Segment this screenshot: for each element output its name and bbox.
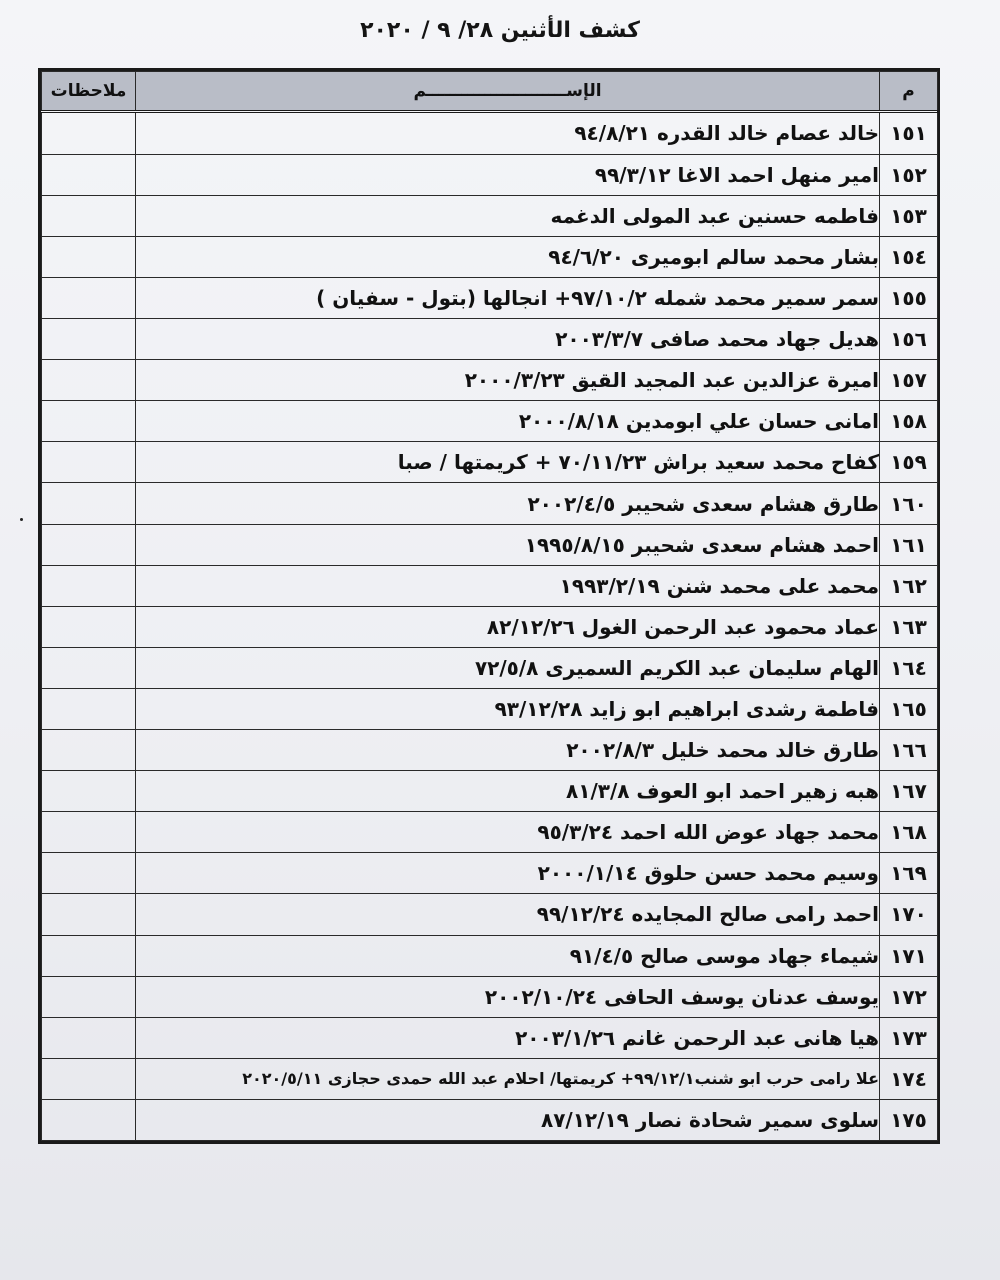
row-notes [42, 1017, 136, 1058]
table-row [42, 112, 938, 155]
row-name: محمد جهاد عوض الله احمد ٩٥/٣/٢٤ [136, 812, 880, 853]
row-number: ١٦٦ [880, 730, 938, 771]
row-number: ١٧٣ [880, 1017, 938, 1058]
row-notes [42, 606, 136, 647]
table-row [42, 1017, 938, 1058]
row-notes [42, 1099, 136, 1140]
row-name: وسيم محمد حسن حلوق ٢٠٠٠/١/١٤ [136, 853, 880, 894]
table-row [42, 524, 938, 565]
row-number: ١٧٤ [880, 1058, 938, 1099]
table-row [42, 606, 938, 647]
row-notes [42, 112, 136, 155]
row-notes [42, 853, 136, 894]
table-header-row [42, 72, 938, 112]
row-number: ١٦١ [880, 524, 938, 565]
table-row [42, 771, 938, 812]
row-notes [42, 976, 136, 1017]
row-notes [42, 524, 136, 565]
row-name: سلوى سمير شحادة نصار ٨٧/١٢/١٩ [136, 1099, 880, 1140]
row-notes [42, 688, 136, 729]
row-notes [42, 812, 136, 853]
table-row [42, 688, 938, 729]
row-number: ١٦٤ [880, 647, 938, 688]
table-row [42, 195, 938, 236]
row-name: عماد محمود عبد الرحمن الغول ٨٢/١٢/٢٦ [136, 606, 880, 647]
row-name: امانى حسان علي ابومدين ٢٠٠٠/٨/١٨ [136, 401, 880, 442]
table-row [42, 154, 938, 195]
row-number: ١٥٢ [880, 154, 938, 195]
row-number: ١٥٤ [880, 236, 938, 277]
row-name: شيماء جهاد موسى صالح ٩١/٤/٥ [136, 935, 880, 976]
row-number: ١٥٧ [880, 360, 938, 401]
row-number: ١٥٦ [880, 319, 938, 360]
row-name: هديل جهاد محمد صافى ٢٠٠٣/٣/٧ [136, 319, 880, 360]
row-number: ١٦٠ [880, 483, 938, 524]
table-row [42, 812, 938, 853]
table-row [42, 894, 938, 935]
row-name: هبه زهير احمد ابو العوف ٨١/٣/٨ [136, 771, 880, 812]
table-body [42, 112, 938, 1141]
row-name: احمد هشام سعدى شحيبر ١٩٩٥/٨/١٥ [136, 524, 880, 565]
row-number: ١٥١ [880, 112, 938, 155]
row-number: ١٥٨ [880, 401, 938, 442]
page-title: كشف الأثنين ٢٨/ ٩ / ٢٠٢٠ [360, 18, 640, 43]
row-notes [42, 401, 136, 442]
row-notes [42, 935, 136, 976]
row-notes [42, 195, 136, 236]
roster-table-frame [38, 68, 940, 1144]
table-row [42, 730, 938, 771]
row-notes [42, 442, 136, 483]
row-notes [42, 647, 136, 688]
row-number: ١٦٨ [880, 812, 938, 853]
row-name: فاطمة رشدى ابراهيم ابو زايد ٩٣/١٢/٢٨ [136, 688, 880, 729]
row-number: ١٦٩ [880, 853, 938, 894]
row-name: خالد عصام خالد القدره ٩٤/٨/٢١ [136, 112, 880, 155]
table-row [42, 360, 938, 401]
row-name: الهام سليمان عبد الكريم السميرى ٧٢/٥/٨ [136, 647, 880, 688]
column-header-number: م [880, 72, 938, 112]
table-row [42, 1058, 938, 1099]
row-number: ١٧١ [880, 935, 938, 976]
row-number: ١٥٥ [880, 278, 938, 319]
row-notes [42, 730, 136, 771]
table-row [42, 483, 938, 524]
row-notes [42, 278, 136, 319]
row-notes [42, 894, 136, 935]
column-header-notes: ملاحظات [42, 72, 136, 112]
table-row [42, 236, 938, 277]
row-number: ١٦٢ [880, 565, 938, 606]
table-row [42, 565, 938, 606]
row-notes [42, 771, 136, 812]
table-row [42, 278, 938, 319]
row-number: ١٧٢ [880, 976, 938, 1017]
row-name: هيا هانى عبد الرحمن غانم ٢٠٠٣/١/٢٦ [136, 1017, 880, 1058]
row-number: ١٧٥ [880, 1099, 938, 1140]
row-number: ١٥٩ [880, 442, 938, 483]
row-notes [42, 360, 136, 401]
table-row [42, 976, 938, 1017]
row-name: طارق خالد محمد خليل ٢٠٠٢/٨/٣ [136, 730, 880, 771]
row-number: ١٧٠ [880, 894, 938, 935]
row-notes [42, 319, 136, 360]
row-notes [42, 565, 136, 606]
table-row [42, 401, 938, 442]
row-name: سمر سمير محمد شمله ٩٧/١٠/٢+ انجالها (بتول - سفيان ) [136, 278, 880, 319]
row-name: امير منهل احمد الاغا ٩٩/٣/١٢ [136, 154, 880, 195]
paper-speck [20, 518, 23, 521]
row-number: ١٦٥ [880, 688, 938, 729]
row-number: ١٥٣ [880, 195, 938, 236]
row-notes [42, 1058, 136, 1099]
row-name: اميرة عزالدين عبد المجيد القيق ٢٠٠٠/٣/٢٣ [136, 360, 880, 401]
row-name: فاطمه حسنين عبد المولى الدغمه [136, 195, 880, 236]
table-row [42, 647, 938, 688]
row-name: طارق هشام سعدى شحيبر ٢٠٠٢/٤/٥ [136, 483, 880, 524]
row-name: علا رامى حرب ابو شنب٩٩/١٢/١+ كريمتها/ احلام عبد الله حمدى حجازى ٢٠٢٠/٥/١١ [136, 1058, 880, 1099]
roster-table [41, 71, 938, 1141]
table-row [42, 319, 938, 360]
row-name: يوسف عدنان يوسف الحافى ٢٠٠٢/١٠/٢٤ [136, 976, 880, 1017]
table-row [42, 853, 938, 894]
row-name: احمد رامى صالح المجايده ٩٩/١٢/٢٤ [136, 894, 880, 935]
table-row [42, 442, 938, 483]
row-notes [42, 236, 136, 277]
row-name: بشار محمد سالم ابوميرى ٩٤/٦/٢٠ [136, 236, 880, 277]
row-notes [42, 154, 136, 195]
row-name: محمد على محمد شنن ١٩٩٣/٢/١٩ [136, 565, 880, 606]
row-number: ١٦٧ [880, 771, 938, 812]
row-notes [42, 483, 136, 524]
column-header-name: الإســــــــــــــــــــــــم [136, 72, 880, 112]
table-row [42, 935, 938, 976]
table-row [42, 1099, 938, 1140]
row-name: كفاح محمد سعيد براش ٧٠/١١/٢٣ + كريمتها / صبا [136, 442, 880, 483]
row-number: ١٦٣ [880, 606, 938, 647]
